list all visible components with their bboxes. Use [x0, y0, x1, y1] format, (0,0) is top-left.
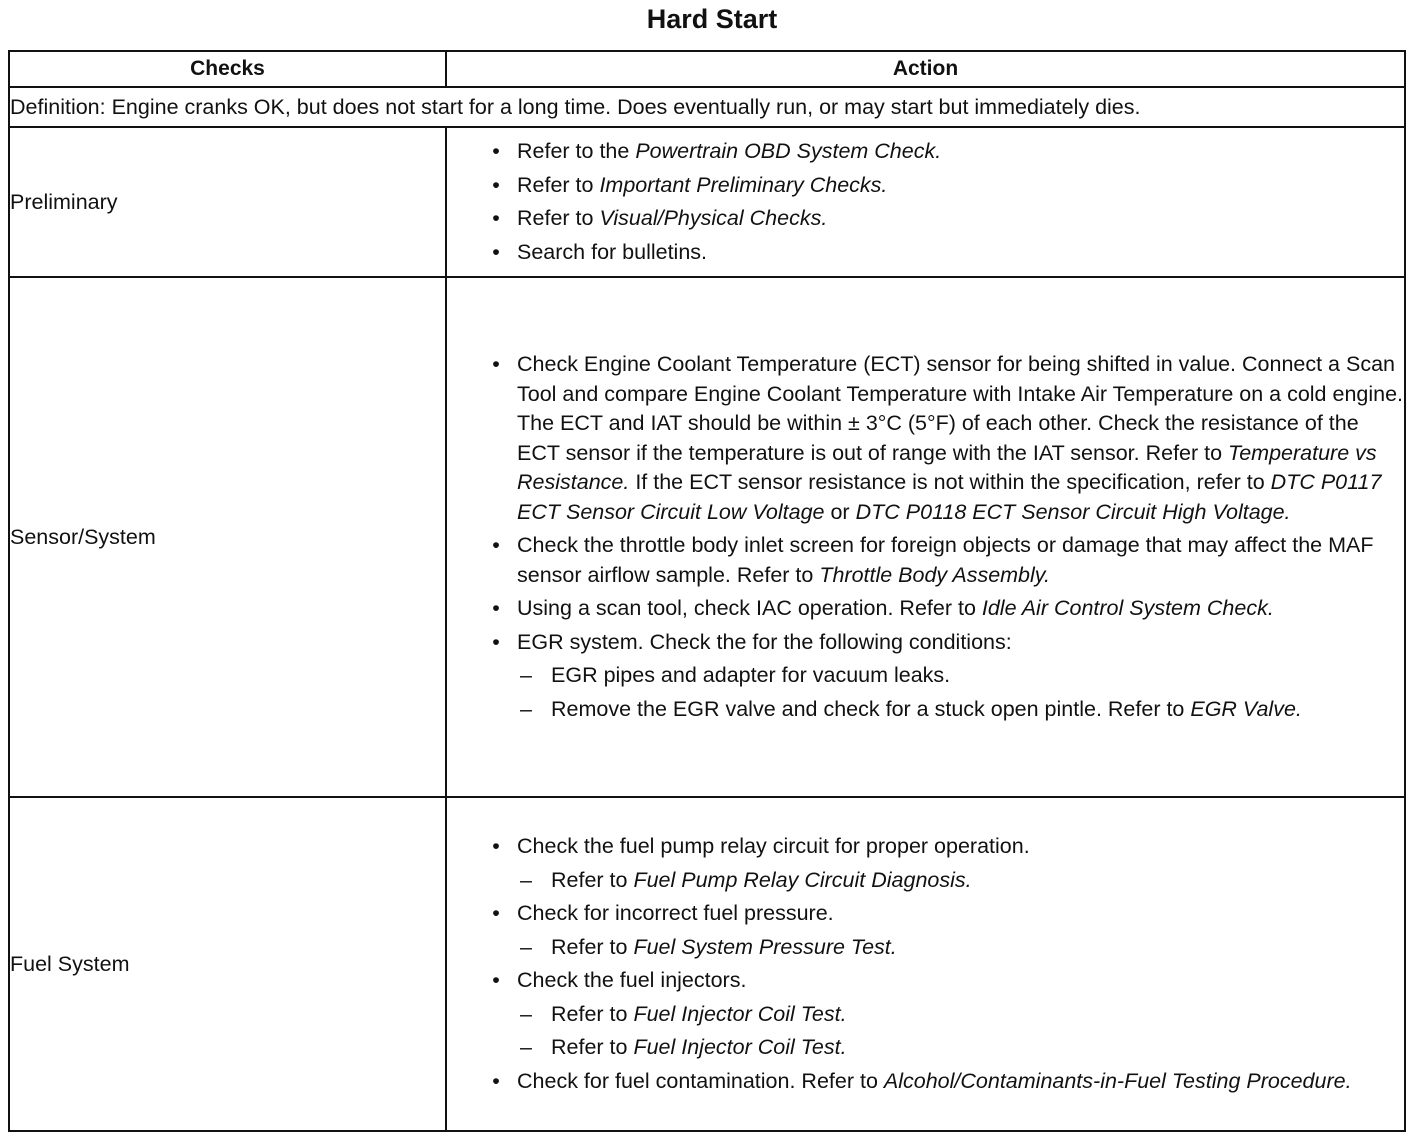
action-cell-sensor-system	[446, 277, 1405, 797]
dash-icon: –	[520, 934, 532, 959]
action-text: Refer to	[551, 867, 634, 892]
bullet-icon: •	[492, 968, 500, 992]
action-list	[447, 137, 1404, 267]
sub-list	[517, 1000, 1404, 1063]
dash-icon: –	[520, 696, 532, 721]
reference-link-text: Fuel Injector Coil Test.	[633, 1001, 847, 1026]
reference-link-text: Fuel Pump Relay Circuit Diagnosis.	[633, 867, 972, 892]
list-item	[447, 171, 1404, 201]
sub-list	[517, 661, 1404, 724]
definition-text: Definition: Engine cranks OK, but does not start for a long time. Does eventually run, or may start but immediately dies.	[9, 87, 1405, 127]
list-item	[447, 531, 1404, 590]
bullet-icon: •	[492, 533, 500, 557]
bullet-icon: •	[492, 901, 500, 925]
action-text: Check the fuel pump relay circuit for proper operation.	[517, 834, 1030, 858]
list-item	[447, 899, 1404, 962]
list-item	[447, 594, 1404, 624]
sub-list-item	[515, 866, 1404, 896]
bullet-icon: •	[492, 352, 500, 376]
action-text: Refer to	[551, 1001, 634, 1026]
check-label-fuel-system: Fuel System	[9, 797, 446, 1131]
action-text: or	[824, 499, 856, 524]
reference-link-text: Visual/Physical Checks.	[599, 206, 828, 230]
dash-icon: –	[520, 1001, 532, 1026]
list-item	[447, 137, 1404, 167]
action-text: Remove the EGR valve and check for a stuck open pintle. Refer to	[551, 696, 1191, 721]
action-text: Search for bulletins.	[517, 239, 708, 264]
action-list	[447, 350, 1404, 724]
table-row-fuel-system	[9, 797, 1405, 1131]
list-item	[447, 238, 1404, 268]
reference-link-text: DTC P0117 ECT Sensor Circuit Low Voltage	[517, 470, 1382, 524]
action-text: Refer to	[517, 206, 600, 230]
list-item	[447, 832, 1404, 895]
action-text: Refer to	[551, 934, 634, 959]
header-row	[9, 51, 1405, 87]
check-label-preliminary: Preliminary	[9, 127, 446, 277]
bullet-icon: •	[492, 629, 500, 654]
sub-list-item	[515, 1000, 1404, 1030]
sub-list-item	[515, 695, 1404, 725]
list-item	[447, 204, 1404, 234]
bullet-icon: •	[492, 1068, 500, 1093]
reference-link-text: DTC P0118 ECT Sensor Circuit High Voltage.	[855, 499, 1291, 524]
reference-link-text: EGR Valve.	[1190, 696, 1302, 721]
reference-link-text: Fuel Injector Coil Test.	[633, 1035, 847, 1059]
reference-link-text: Idle Air Control System Check.	[981, 596, 1274, 620]
bullet-icon: •	[492, 139, 500, 163]
action-text: Check for fuel contamination. Refer to	[517, 1068, 884, 1093]
sub-list-item	[515, 1033, 1404, 1063]
action-cell-preliminary	[446, 127, 1405, 277]
reference-link-text: Alcohol/Contaminants-in-Fuel Testing Procedure.	[883, 1068, 1352, 1093]
sub-list-item	[515, 661, 1404, 691]
table-row-sensor-system	[9, 277, 1405, 797]
bullet-icon: •	[492, 206, 500, 230]
action-list	[447, 832, 1404, 1096]
reference-link-text: Fuel System Pressure Test.	[633, 934, 897, 959]
dash-icon: –	[520, 663, 532, 687]
action-text: Refer to	[551, 1035, 634, 1059]
action-text: Using a scan tool, check IAC operation. Refer to	[517, 596, 982, 620]
bullet-icon: •	[492, 596, 500, 620]
action-text: Check the throttle body inlet screen for foreign objects or damage that may affect the MAF sensor airflow sample. Refer to	[517, 533, 1374, 587]
action-text: Refer to the	[517, 139, 636, 163]
dash-icon: –	[520, 867, 532, 892]
bullet-icon: •	[492, 172, 500, 197]
bullet-icon: •	[492, 834, 500, 858]
bullet-icon: •	[492, 239, 500, 264]
table-row-preliminary	[9, 127, 1405, 277]
checks-column-header: Checks	[9, 51, 446, 87]
dash-icon: –	[520, 1035, 532, 1059]
diagnostic-table	[8, 50, 1406, 1132]
list-item	[447, 350, 1404, 527]
action-text: Check Engine Coolant Temperature (ECT) sensor for being shifted in value. Connect a Scan Tool and compare Engine Coolant Temperature with Intake Air Temperature on a cold engine. The ECT and IAT should be within ± 3°C (5°F) of each other. Check the resistance of the ECT sensor if the temperature is out of range with the IAT sensor. Refer to	[517, 352, 1404, 465]
action-text: EGR pipes and adapter for vacuum leaks.	[551, 663, 951, 687]
list-item	[447, 1067, 1404, 1097]
list-item	[447, 628, 1404, 725]
action-text: EGR system. Check the for the following conditions:	[517, 629, 1012, 654]
action-text: Refer to	[517, 172, 600, 197]
action-text: Check the fuel injectors.	[517, 968, 747, 992]
action-text: If the ECT sensor resistance is not within the specification, refer to	[629, 470, 1271, 494]
list-item	[447, 966, 1404, 1063]
action-column-header: Action	[446, 51, 1405, 87]
action-text: Check for incorrect fuel pressure.	[517, 901, 834, 925]
reference-link-text: Throttle Body Assembly.	[819, 562, 1050, 587]
reference-link-text: Important Preliminary Checks.	[599, 172, 888, 197]
sub-list	[517, 933, 1404, 963]
definition-row	[9, 87, 1405, 127]
page-title: Hard Start	[646, 4, 778, 34]
check-label-sensor-system: Sensor/System	[9, 277, 446, 797]
sub-list-item	[515, 933, 1404, 963]
reference-link-text: Temperature vs Resistance.	[517, 440, 1377, 494]
sub-list	[517, 866, 1404, 896]
reference-link-text: Powertrain OBD System Check.	[635, 139, 942, 163]
action-cell-fuel-system	[446, 797, 1405, 1131]
